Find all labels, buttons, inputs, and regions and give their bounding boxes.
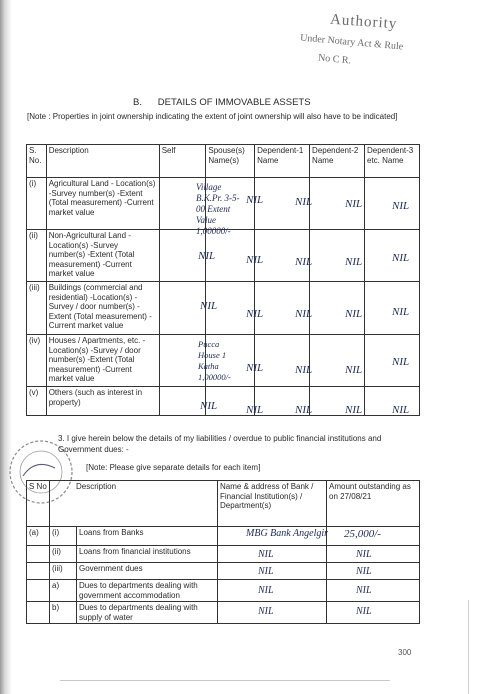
hw-amount-4: NIL (356, 606, 372, 617)
hw-spouse-2: NIL (246, 308, 264, 320)
scan-shadow-edge (0, 0, 12, 694)
liabilities-intro: 3. I give herein below the details of my liabilities / overdue to public financial institutions and Government dues: - (58, 434, 382, 454)
row-sno: (v) (27, 387, 47, 416)
hw-dep2-2: NIL (345, 308, 363, 320)
amount-outstanding-heading: Amount outstanding as on 27/08/21 (329, 482, 411, 501)
hw-dep3-3: NIL (392, 356, 410, 368)
row-self (159, 387, 206, 416)
hw-self-1: NIL (198, 250, 216, 262)
row-dep1 (255, 335, 313, 387)
assets-header-row (27, 145, 420, 178)
hw-bank-1: NIL (258, 549, 274, 560)
liab-row-description: Dues to departments dealing with government accommodation (77, 580, 218, 602)
hw-self-agri: Village B.K.Pr. 3-5-00 Extent Value 1,00000/- (196, 182, 240, 236)
hw-dep3-4: NIL (392, 404, 410, 416)
hw-bank-0: MBG Bank Angelgir (246, 528, 329, 539)
hw-bank-3: NIL (258, 585, 274, 596)
header-description: Description (46, 145, 159, 178)
hw-spouse-0: NIL (246, 194, 264, 206)
hw-dep3-1: NIL (392, 252, 410, 264)
bottom-bleed-line (60, 680, 390, 681)
section-note: [Note : Properties in joint ownership indicating the extent of joint ownership will also have to be indicated] (27, 112, 398, 121)
liab-row-sub: (iii) (50, 563, 77, 580)
liab-row-sno (27, 546, 50, 563)
liab-row-sub: a) (50, 580, 77, 602)
hw-dep3-2: NIL (392, 306, 410, 318)
liab-row-description: Loans from Banks (77, 527, 218, 546)
hw-dep1-2: NIL (295, 308, 313, 320)
row-sno: (ii) (27, 230, 47, 282)
notary-stamp-line1: Authority (329, 11, 398, 33)
hw-bank-4: NIL (258, 606, 274, 617)
hw-dep2-4: NIL (345, 404, 363, 416)
liabilities-note: [Note: Please give separate details for each item] (86, 463, 261, 472)
liab-row-amount (327, 546, 420, 563)
liab-row-description: Loans from financial institutions (77, 546, 218, 563)
header-dependent-3: Dependent-3 etc. Name (365, 145, 420, 178)
notary-stamp-line2: Under Notary Act & Rule (299, 32, 404, 53)
liab-row-sub: (i) (50, 527, 77, 546)
liab-row-sub: (ii) (50, 546, 77, 563)
liab-row-description: Dues to departments dealing with supply of water (77, 602, 218, 624)
hw-dep1-1: NIL (295, 256, 313, 268)
hw-self-2: NIL (200, 300, 218, 312)
row-dep2 (310, 335, 365, 387)
liab-header-amount (327, 481, 420, 527)
row-sno: (i) (27, 178, 47, 230)
liab-row-sno (27, 563, 50, 580)
hw-amount-0: 25,000/- (344, 528, 381, 540)
liab-header-description: Description (50, 481, 218, 527)
row-description: Buildings (commercial and residential) -Location(s) -Survey / door number(s) -Extent (Total measurement) -Current market value (46, 282, 159, 335)
row-description: Non-Agricultural Land - Location(s) -Survey number(s) -Extent (Total measurement) -Current market value (46, 230, 159, 282)
hw-dep1-0: NIL (295, 196, 313, 208)
hw-dep2-3: NIL (345, 364, 363, 376)
hw-amount-2: NIL (356, 566, 372, 577)
right-margin-rule (468, 600, 469, 694)
row-sno: (iv) (27, 335, 47, 387)
liabilities-header-row (27, 481, 420, 527)
liab-row-amount (327, 580, 420, 602)
liab-row-sub: b) (50, 602, 77, 624)
liab-row-amount (327, 563, 420, 580)
notary-stamp-line3: No C R. (317, 52, 352, 67)
section-title: B. DETAILS OF IMMOVABLE ASSETS (133, 97, 311, 108)
header-spouse: Spouse(s) Name(s) (206, 145, 255, 178)
header-dependent-2: Dependent-2 Name (310, 145, 365, 178)
hw-spouse-4: NIL (246, 404, 264, 416)
liab-row-description: Government dues (77, 563, 218, 580)
hw-self-4: NIL (200, 400, 218, 412)
hw-dep3-0: NIL (392, 200, 410, 212)
row-description: Others (such as interest in property) (46, 387, 159, 416)
row-description: Agricultural Land - Location(s) -Survey number(s) -Extent (Total measurement) -Current market value (46, 178, 159, 230)
header-self: Self (159, 145, 206, 178)
header-dependent-1: Dependent-1 Name (255, 145, 310, 178)
row-description: Houses / Apartments, etc. -Location(s) -Survey / door number(s) -Extent (Total measurement) -Current market value (46, 335, 159, 387)
liab-header-bank: Name & address of Bank / Financial Institution(s) / Department(s) (218, 481, 327, 527)
hw-dep1-4: NIL (295, 404, 313, 416)
hw-dep2-0: NIL (345, 198, 363, 210)
hw-bank-2: NIL (258, 566, 274, 577)
liab-row-sno: (a) (27, 527, 50, 546)
hw-spouse-1: NIL (246, 254, 264, 266)
hw-self-house: Pucca House 1 Katha 1,00000/- (198, 339, 231, 382)
liab-header-sno: S No (27, 481, 50, 527)
hw-spouse-3: NIL (246, 362, 264, 374)
liab-row-sno (27, 602, 50, 624)
row-sno: (iii) (27, 282, 47, 335)
row-self (159, 282, 206, 335)
liab-row-sno (27, 580, 50, 602)
hw-dep1-3: NIL (295, 364, 313, 376)
hw-dep2-1: NIL (345, 256, 363, 268)
page-number: 300 (398, 648, 412, 657)
header-sno: S. No. (27, 145, 47, 178)
hw-amount-3: NIL (356, 585, 372, 596)
hw-amount-1: NIL (356, 549, 372, 560)
liab-row-amount (327, 602, 420, 624)
